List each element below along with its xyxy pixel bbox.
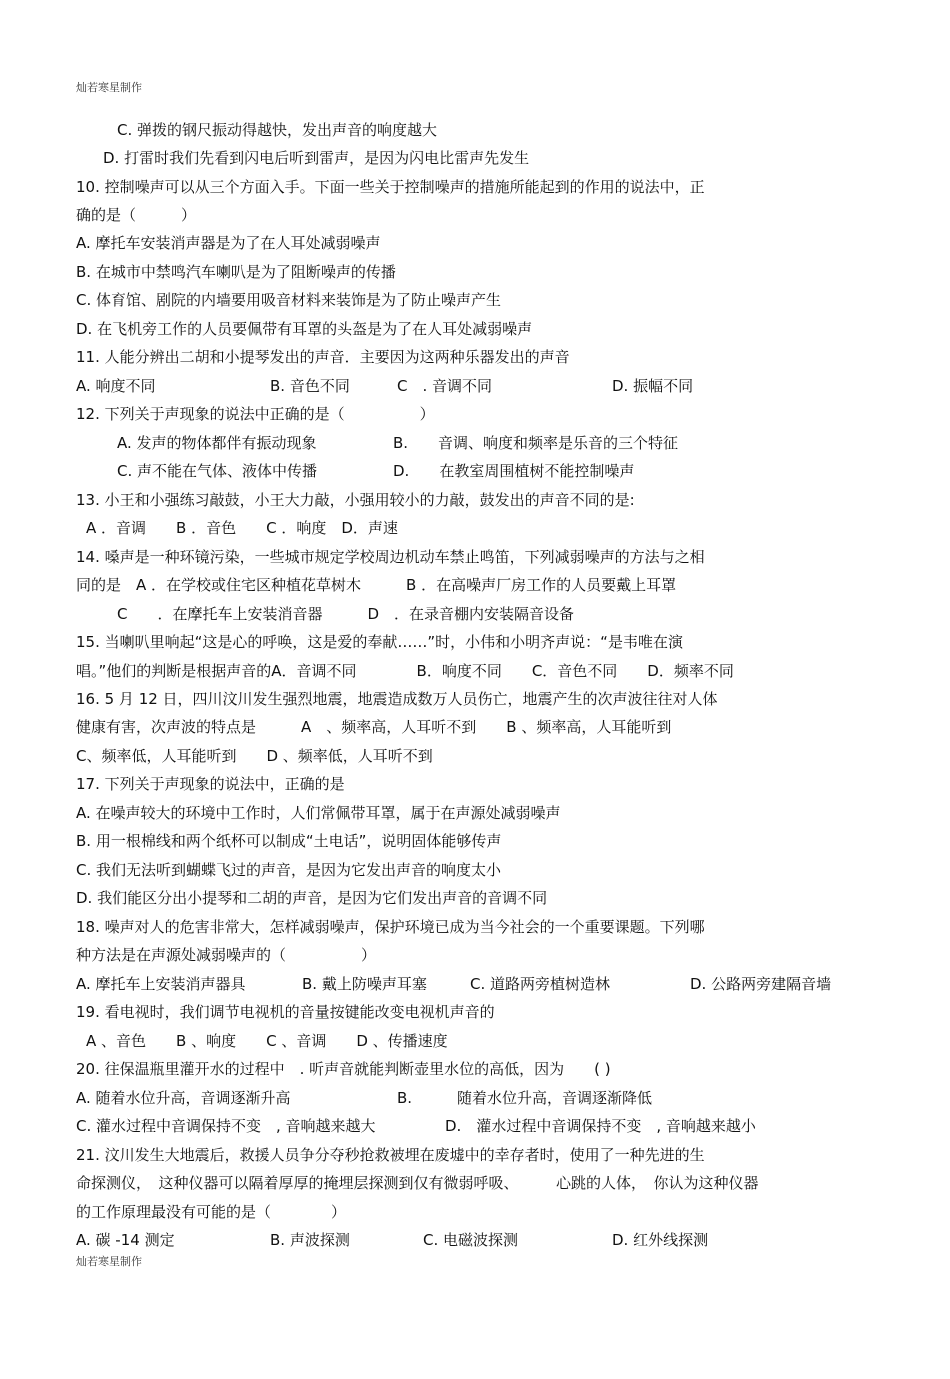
q17-option-d: D. 我们能区分出小提琴和二胡的声音，是因为它们发出声音的音调不同 bbox=[76, 889, 548, 907]
q12-stem: 12. 下列关于声现象的说法中正确的是（ ） bbox=[76, 405, 435, 423]
q19-stem: 19. 看电视时，我们调节电视机的音量按键能改变电视机声音的 bbox=[76, 1003, 495, 1021]
q10-stem-line2: 确的是（ ） bbox=[76, 206, 197, 224]
q11-option-a: A. 响度不同 bbox=[76, 377, 156, 395]
q21-stem-line1: 21. 汶川发生大地震后，救援人员争分夺秒抢救被埋在废墟中的幸存者时，使用了一种先进的生 bbox=[76, 1146, 705, 1164]
q10-option-d: D. 在飞机旁工作的人员要佩带有耳罩的头盔是为了在人耳处减弱噪声 bbox=[76, 320, 533, 338]
q11-stem: 11. 人能分辨出二胡和小提琴发出的声音．主要因为这两种乐器发出的声音 bbox=[76, 348, 570, 366]
q21-option-d: D. 红外线探测 bbox=[612, 1231, 709, 1249]
q21-option-b: B. 声波探测 bbox=[270, 1231, 350, 1249]
q20-stem: 20. 往保温瓶里灌开水的过程中 . 听声音就能判断壶里水位的高低，因为 ( ) bbox=[76, 1060, 611, 1078]
q15-stem-line2: 唱。”他们的判断是根据声音的A．音调不同 B．响度不同 C．音色不同 D．频率不同 bbox=[76, 662, 734, 680]
q12-option-c: C. 声不能在气体、液体中传播 bbox=[117, 462, 318, 480]
q11-option-b: B. 音色不同 bbox=[270, 377, 350, 395]
q12-option-a: A. 发声的物体都伴有振动现象 bbox=[117, 434, 317, 452]
q9-option-d: D. 打雷时我们先看到闪电后听到雷声，是因为闪电比雷声先发生 bbox=[103, 149, 530, 167]
q20-option-a: A. 随着水位升高，音调逐渐升高 bbox=[76, 1089, 291, 1107]
q17-stem: 17. 下列关于声现象的说法中，正确的是 bbox=[76, 775, 345, 793]
q14-stem-line2: 同的是 A ．在学校或住宅区种植花草树木 B ．在高噪声厂房工作的人员要戴上耳罩 bbox=[76, 576, 677, 594]
q18-option-c: C. 道路两旁植树造林 bbox=[470, 975, 611, 993]
q18-option-d: D. 公路两旁建隔音墙 bbox=[690, 975, 832, 993]
q21-option-a: A. 碳 -14 测定 bbox=[76, 1231, 175, 1249]
q21-stem-line2: 命探测仪， 这种仪器可以隔着厚厚的掩埋层探测到仅有微弱呼吸、 心跳的人体， 你认为这种仪器 bbox=[76, 1174, 759, 1192]
q13-options: A ．音调 B ．音色 C ．响度 D．声速 bbox=[86, 519, 398, 537]
q9-option-c: C. 弹拨的钢尺振动得越快，发出声音的响度越大 bbox=[117, 121, 438, 139]
q17-option-c: C. 我们无法听到蝴蝶飞过的声音，是因为它发出声音的响度太小 bbox=[76, 861, 502, 879]
q18-option-b: B. 戴上防噪声耳塞 bbox=[302, 975, 427, 993]
q12-option-b: B. 音调、响度和频率是乐音的三个特征 bbox=[393, 434, 679, 452]
q16-options-line2: C、频率低，人耳能听到 D 、频率低，人耳听不到 bbox=[76, 747, 433, 765]
q11-option-c: C . 音调不同 bbox=[397, 377, 493, 395]
q21-option-c: C. 电磁波探测 bbox=[423, 1231, 519, 1249]
q16-stem-line2: 健康有害，次声波的特点是 A 、频率高，人耳听不到 B 、频率高，人耳能听到 bbox=[76, 718, 672, 736]
q16-stem-line1: 16. 5 月 12 日，四川汶川发生强烈地震，地震造成数万人员伤亡，地震产生的次声波往往对人体 bbox=[76, 690, 718, 708]
q17-option-a: A. 在噪声较大的环境中工作时，人们常佩带耳罩，属于在声源处减弱噪声 bbox=[76, 804, 561, 822]
q14-options-line2: C ．在摩托车上安装消音器 D ．在录音棚内安装隔音设备 bbox=[117, 605, 575, 623]
q14-stem-line1: 14. 嗓声是一种环镜污染，一些城市规定学校周边机动车禁止鸣笛，下列减弱噪声的方法与之相 bbox=[76, 548, 705, 566]
q17-option-b: B. 用一根棉线和两个纸杯可以制成“土电话”，说明固体能够传声 bbox=[76, 832, 502, 850]
q18-stem-line1: 18. 噪声对人的危害非常大，怎样减弱噪声，保护环境已成为当今社会的一个重要课题。下列哪 bbox=[76, 918, 705, 936]
q19-options: A 、音色 B 、响度 C 、音调 D 、传播速度 bbox=[86, 1032, 448, 1050]
q20-option-b: B. 随着水位升高，音调逐渐降低 bbox=[397, 1089, 653, 1107]
q13-stem: 13. 小王和小强练习敲鼓，小王大力敲，小强用较小的力敲，鼓发出的声音不同的是: bbox=[76, 491, 635, 509]
q20-option-d: D. 灌水过程中音调保持不变 , 音响越来越小 bbox=[445, 1117, 756, 1135]
q12-option-d: D. 在教室周围植树不能控制噪声 bbox=[393, 462, 635, 480]
q15-stem-line1: 15. 当喇叭里响起“这是心的呼唤，这是爱的奉献……”时，小伟和小明齐声说：“是韦唯在演 bbox=[76, 633, 683, 651]
q10-option-b: B. 在城市中禁鸣汽车喇叭是为了阻断噪声的传播 bbox=[76, 263, 396, 281]
q18-option-a: A. 摩托车上安装消声器具 bbox=[76, 975, 246, 993]
page-header: 灿若寒星制作 bbox=[76, 81, 142, 94]
q10-option-c: C. 体育馆、剧院的内墙要用吸音材料来装饰是为了防止噪声产生 bbox=[76, 291, 502, 309]
q21-stem-line3: 的工作原理最没有可能的是（ ） bbox=[76, 1203, 347, 1221]
q10-option-a: A. 摩托车安装消声器是为了在人耳处减弱噪声 bbox=[76, 234, 381, 252]
q11-option-d: D. 振幅不同 bbox=[612, 377, 694, 395]
q20-option-c: C. 灌水过程中音调保持不变 , 音响越来越大 bbox=[76, 1117, 376, 1135]
page-footer: 灿若寒星制作 bbox=[76, 1255, 142, 1268]
q10-stem-line1: 10. 控制噪声可以从三个方面入手。下面一些关于控制噪声的措施所能起到的作用的说法中，正 bbox=[76, 178, 705, 196]
q18-stem-line2: 种方法是在声源处减弱噪声的（ ） bbox=[76, 946, 377, 964]
